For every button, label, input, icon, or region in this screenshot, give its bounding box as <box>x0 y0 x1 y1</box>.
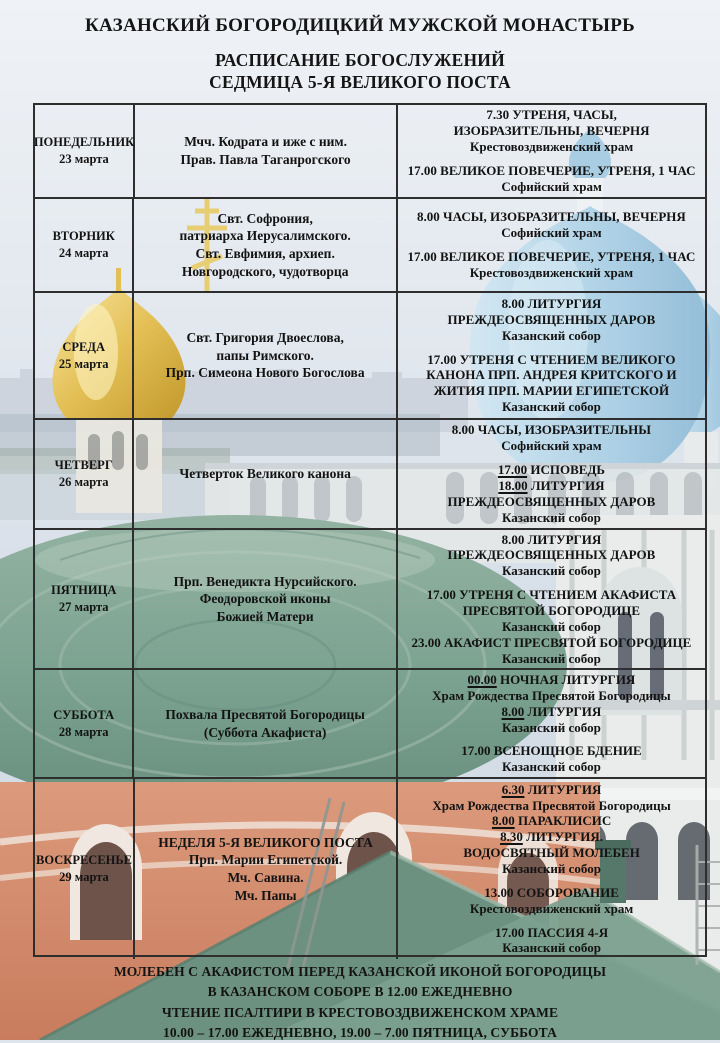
services-cell <box>398 779 705 959</box>
service-line: Храм Рождества Пресвятой Богородицы <box>432 687 671 703</box>
service-line: ПРЕСВЯТОЙ БОГОРОДИЦЕ <box>462 603 641 618</box>
service-line: Софийский храм <box>501 438 602 454</box>
table-row <box>35 293 705 420</box>
service-block <box>454 107 650 155</box>
service-block <box>426 352 676 415</box>
saints-line: Свт. Григория Двоеслова, <box>186 330 344 346</box>
service-line: 8.00 ЧАСЫ, ИЗОБРАЗИТЕЛЬНЫ, ВЕЧЕРНЯ <box>417 209 686 225</box>
service-line: 17.00 ВЕЛИКОЕ ПОВЕЧЕРИЕ, УТРЕНЯ, 1 ЧАС <box>407 249 696 264</box>
services-cell <box>398 293 705 418</box>
service-block <box>432 672 671 735</box>
service-line: ПРЕЖДЕОСВЯЩЕННЫХ ДАРОВ <box>447 311 656 327</box>
service-line: Казанский собор <box>502 618 601 634</box>
service-line: Казанский собор <box>502 327 601 343</box>
saints-cell <box>135 779 398 959</box>
service-line: Крестовоздвиженский храм <box>469 139 634 155</box>
day-date: 26 марта <box>58 475 109 489</box>
saints-line: Прп. Марии Египетской. <box>188 852 343 868</box>
service-line: 7.30 УТРЕНЯ, ЧАСЫ, <box>486 107 617 123</box>
saints-line: Свт. Евфимия, архиеп. <box>195 246 335 261</box>
service-line: Казанский собор <box>502 861 601 876</box>
saints-line: патриарха Иерусалимского. <box>179 228 351 244</box>
day-name: СУББОТА <box>53 707 115 722</box>
table-row <box>35 105 705 199</box>
service-line: Казанский собор <box>502 399 601 415</box>
day-cell <box>35 105 135 197</box>
saints-line: Свт. Софрония, <box>217 210 313 226</box>
table-row <box>35 199 705 293</box>
service-time: 8.00 <box>491 813 515 829</box>
footer-line: МОЛЕБЕН С АКАФИСТОМ ПЕРЕД КАЗАНСКОЙ ИКОНОЙ БОГОРОДИЦЫ <box>113 964 607 979</box>
saints-line: Мчч. Кодрата и иже с ним. <box>184 134 347 150</box>
day-name: ВТОРНИК <box>52 229 115 244</box>
service-block <box>412 587 692 666</box>
service-block <box>432 782 671 877</box>
service-block <box>408 249 696 281</box>
service-line: ПРЕЖДЕОСВЯЩЕННЫХ ДАРОВ <box>447 493 656 509</box>
day-date: 29 марта <box>59 870 109 884</box>
saints-line: Четверток Великого канона <box>179 466 351 482</box>
saints-line: Мч. Папы <box>234 887 297 903</box>
day-cell <box>35 420 134 528</box>
service-time: 8.00 <box>501 703 525 719</box>
day-cell <box>35 670 134 777</box>
services-cell <box>398 670 705 777</box>
service-block <box>495 925 608 957</box>
footer-line: ЧТЕНИЕ ПСАЛТИРИ В КРЕСТОВОЗДВИЖЕНСКОМ ХРАМЕ <box>161 1004 559 1020</box>
service-line: 17.00 УТРЕНЯ С ЧТЕНИЕМ АКАФИСТА <box>426 587 677 603</box>
saints-line: Божией Матери <box>216 608 314 624</box>
service-line <box>432 672 671 688</box>
service-time: 00.00 <box>467 671 497 687</box>
page-title: КАЗАНСКИЙ БОГОРОДИЦКИЙ МУЖСКОЙ МОНАСТЫРЬ <box>84 15 635 36</box>
service-line: 17.00 ПАССИЯ 4-Я <box>495 924 609 940</box>
service-line: Крестовоздвиженский храм <box>469 264 634 280</box>
service-line <box>432 813 671 829</box>
service-line: Казанский собор <box>502 719 601 735</box>
service-line: ИЗОБРАЗИТЕЛЬНЫ, ВЕЧЕРНЯ <box>453 123 650 139</box>
service-text: ПАРАКЛИСИС <box>514 813 612 829</box>
service-block <box>452 422 651 454</box>
saints-line: Похвала Пресвятой Богородицы <box>165 706 365 722</box>
day-cell <box>35 530 134 668</box>
service-line: Храм Рождества Пресвятой Богородицы <box>432 797 671 813</box>
saints-line: Новгородского, чудотворца <box>181 263 349 279</box>
service-block <box>461 743 641 775</box>
service-line: ПРЕЖДЕОСВЯЩЕННЫХ ДАРОВ <box>447 547 656 563</box>
day-name: ПЯТНИЦА <box>51 583 117 598</box>
service-line: ЖИТИЯ ПРП. МАРИИ ЕГИПЕТСКОЙ <box>433 383 670 399</box>
day-cell <box>35 199 134 291</box>
services-cell <box>398 199 705 291</box>
saints-cell <box>134 420 397 528</box>
service-line: 8.00 ЛИТУРГИЯ <box>501 531 602 547</box>
service-line: КАНОНА ПРП. АНДРЕЯ КРИТСКОГО И <box>426 367 677 383</box>
service-line: 8.00 ЛИТУРГИЯ <box>501 296 602 311</box>
table-row <box>35 530 705 670</box>
service-line: 8.00 ЧАСЫ, ИЗОБРАЗИТЕЛЬНЫ <box>451 422 652 438</box>
service-text: ЛИТУРГИЯ. <box>522 829 604 845</box>
table-row <box>35 670 705 779</box>
day-name: ЧЕТВЕРГ <box>54 458 113 473</box>
services-cell <box>398 420 705 528</box>
service-line: Софийский храм <box>501 225 602 241</box>
saints-line: Прп. Симеона Нового Богослова <box>165 365 365 381</box>
day-cell <box>35 779 135 959</box>
day-name: ПОНЕДЕЛЬНИК <box>33 135 135 150</box>
service-time: 17.00 <box>497 462 528 478</box>
subtitle-week: СЕДМИЦА 5-Я ВЕЛИКОГО ПОСТА <box>209 71 511 92</box>
day-cell <box>35 293 134 418</box>
service-line <box>432 829 671 845</box>
service-line <box>448 478 656 494</box>
service-block <box>408 163 696 195</box>
service-text: ЛИТУРГИЯ <box>524 781 602 797</box>
service-line: 17.00 ВСЕНОЩНОЕ БДЕНИЕ <box>461 743 642 759</box>
saints-line: Мч. Савина. <box>227 870 304 885</box>
saints-cell <box>134 670 397 777</box>
header <box>0 0 720 94</box>
service-time: 8.30 <box>500 829 523 845</box>
saints-cell <box>135 105 398 197</box>
day-name: ВОСКРЕСЕНЬЕ <box>36 853 132 868</box>
saints-line: Феодоровской иконы <box>199 591 331 607</box>
saints-cell <box>134 293 397 418</box>
service-block <box>470 885 633 917</box>
footer-note <box>0 962 720 1043</box>
service-block <box>417 209 686 241</box>
day-name: СРЕДА <box>62 339 106 354</box>
table-row <box>35 420 705 530</box>
day-date: 25 марта <box>58 356 109 371</box>
saints-line: НЕДЕЛЯ 5-Я ВЕЛИКОГО ПОСТА <box>158 834 373 850</box>
footer-line: 10.00 – 17.00 ЕЖЕДНЕВНО, 19.00 – 7.00 ПЯТНИЦА, СУББОТА <box>163 1024 557 1040</box>
saints-line: (Суббота Акафиста) <box>203 724 327 740</box>
service-line: Казанский собор <box>502 563 601 579</box>
service-line <box>432 782 671 798</box>
service-line: 13.00 СОБОРОВАНИЕ <box>484 884 619 900</box>
service-text: ЛИТУРГИЯ <box>527 478 605 493</box>
service-block <box>448 462 656 525</box>
service-line: 23.00 АКАФИСТ ПРЕСВЯТОЙ БОГОРОДИЦЕ <box>411 634 692 650</box>
service-line: 17.00 УТРЕНЯ С ЧТЕНИЕМ ВЕЛИКОГО <box>427 351 676 367</box>
schedule-table <box>33 103 707 957</box>
service-time: 18.00 <box>498 478 528 493</box>
day-date: 27 марта <box>58 600 109 614</box>
service-line: ВОДОСВЯТНЫЙ МОЛЕБЕН <box>463 845 640 861</box>
saints-cell <box>134 199 397 291</box>
service-text: НОЧНАЯ ЛИТУРГИЯ <box>496 671 636 687</box>
service-text: ЛИТУРГИЯ <box>524 703 602 719</box>
service-block <box>448 532 656 580</box>
saints-cell <box>134 530 397 668</box>
day-date: 23 марта <box>59 152 109 166</box>
service-line <box>448 462 656 478</box>
footer-line: В КАЗАНСКОМ СОБОРЕ В 12.00 ЕЖЕДНЕВНО <box>207 984 513 1000</box>
saints-line: папы Римского. <box>216 347 314 363</box>
service-line: Казанский собор <box>502 940 601 956</box>
service-line: Казанский собор <box>502 759 601 775</box>
saints-line: Прав. Павла Таганрогского <box>180 152 351 167</box>
day-date: 28 марта <box>58 724 109 739</box>
service-text: ИСПОВЕДЬ <box>527 462 605 478</box>
service-time: 6.30 <box>501 781 525 797</box>
day-date: 24 марта <box>58 246 109 260</box>
service-line: 17.00 ВЕЛИКОЕ ПОВЕЧЕРИЕ, УТРЕНЯ, 1 ЧАС <box>407 162 696 178</box>
service-line <box>432 704 671 720</box>
service-line: Казанский собор <box>502 509 601 525</box>
saints-line: Прп. Венедикта Нурсийского. <box>173 573 357 589</box>
table-row <box>35 779 705 959</box>
service-line: Крестовоздвиженский храм <box>469 900 634 916</box>
service-line: Софийский храм <box>501 178 602 194</box>
services-cell <box>398 105 705 197</box>
subtitle-schedule: РАСПИСАНИЕ БОГОСЛУЖЕНИЙ <box>215 50 505 70</box>
services-cell <box>398 530 705 668</box>
service-block <box>448 296 656 344</box>
service-line: Казанский собор <box>502 650 601 666</box>
